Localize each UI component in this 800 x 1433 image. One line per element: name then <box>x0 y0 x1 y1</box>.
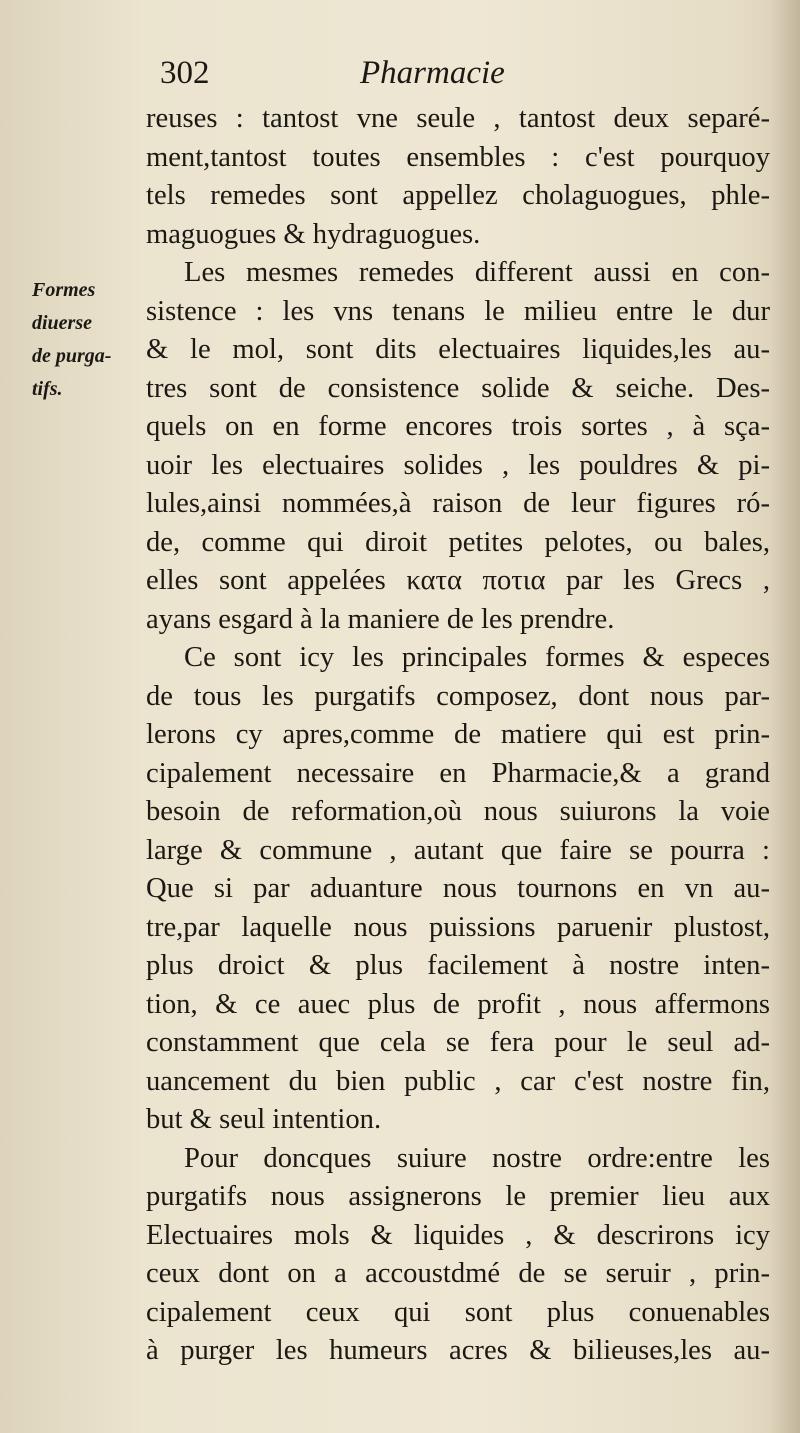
page-number: 302 <box>160 55 210 91</box>
text-line: tre,par laquelle nous puissions paruenir plustost, <box>146 911 770 943</box>
text-line: purgatifs nous assignerons le premier lieu aux <box>146 1181 770 1212</box>
text-line: cipalement ceux qui sont plus conuenables <box>146 1296 770 1328</box>
text-line: ceux dont on a accoustdmé de se seruir , prin- <box>146 1258 770 1289</box>
margin-note <box>32 274 150 406</box>
text-line: de, comme qui diroit petites pelotes, ou bales, <box>146 526 770 558</box>
text-line: & le mol, sont dits electuaires liquides,les au- <box>146 334 770 365</box>
text-line: quels on en forme encores trois sortes , à sça- <box>146 411 770 442</box>
text-line: tels remedes sont appellez cholaguogues, phle- <box>146 180 770 211</box>
paragraph <box>146 100 770 254</box>
text-line: lerons cy apres,comme de matiere qui est prin- <box>146 719 770 750</box>
text-line: ment,tantost toutes ensembles : c'est pourquoy <box>146 141 770 173</box>
text-line: uoir les electuaires solides , les pouldres & pi- <box>146 449 770 481</box>
text-line: large & commune , autant que faire se pourra : <box>146 834 770 866</box>
text-line: Ce sont icy les principales formes & especes <box>184 642 770 673</box>
paragraph <box>146 639 770 1140</box>
text-line: à purger les humeurs acres & bilieuses,les au- <box>146 1335 770 1366</box>
body-text <box>146 100 770 1371</box>
text-line: maguogues & hydraguogues. <box>146 218 481 250</box>
paragraph <box>146 1140 770 1371</box>
text-line: Que si par aduanture nous tournons en vn au- <box>146 873 770 904</box>
text-line: cipalement necessaire en Pharmacie,& a grand <box>146 757 770 789</box>
text-line: tion, & ce auec plus de profit , nous affermons <box>146 988 770 1020</box>
text-line: ayans esgard à la maniere de les prendre. <box>146 603 615 635</box>
text-line: constamment que cela se fera pour le seul ad- <box>146 1027 770 1058</box>
text-line: Les mesmes remedes different aussi en con- <box>184 257 770 288</box>
text-line: besoin de reformation,où nous suiurons la voie <box>146 796 770 827</box>
text-line: reuses : tantost vne seule , tantost deux separé- <box>146 103 770 134</box>
page-header <box>150 55 770 101</box>
text-line: but & seul intention. <box>146 1104 382 1135</box>
margin-note-line: diuerse <box>32 312 92 334</box>
text-line: Pour doncques suiure nostre ordre:entre les <box>184 1142 770 1174</box>
text-line: lules,ainsi nommées,à raison de leur figures ró- <box>146 488 770 519</box>
margin-note-line: Formes <box>32 279 96 301</box>
text-line: elles sont appelées κατα ποτια par les Grecs , <box>146 565 770 596</box>
margin-note-line: tifs. <box>32 378 63 400</box>
text-line: tres sont de consistence solide & seiche. Des- <box>146 372 770 404</box>
running-title: Pharmacie <box>360 55 505 91</box>
page-edge-shadow <box>770 0 800 1433</box>
text-line: Electuaires mols & liquides , & descrirons icy <box>146 1219 770 1251</box>
text-line: de tous les purgatifs composez, dont nous par- <box>146 680 770 712</box>
text-line: uancement du bien public , car c'est nostre fin, <box>146 1065 770 1097</box>
margin-note-line: de purga- <box>32 345 112 367</box>
text-line: sistence : les vns tenans le milieu entre le dur <box>146 295 770 327</box>
paragraph <box>146 254 770 639</box>
text-line: plus droict & plus facilement à nostre inten- <box>146 950 770 981</box>
